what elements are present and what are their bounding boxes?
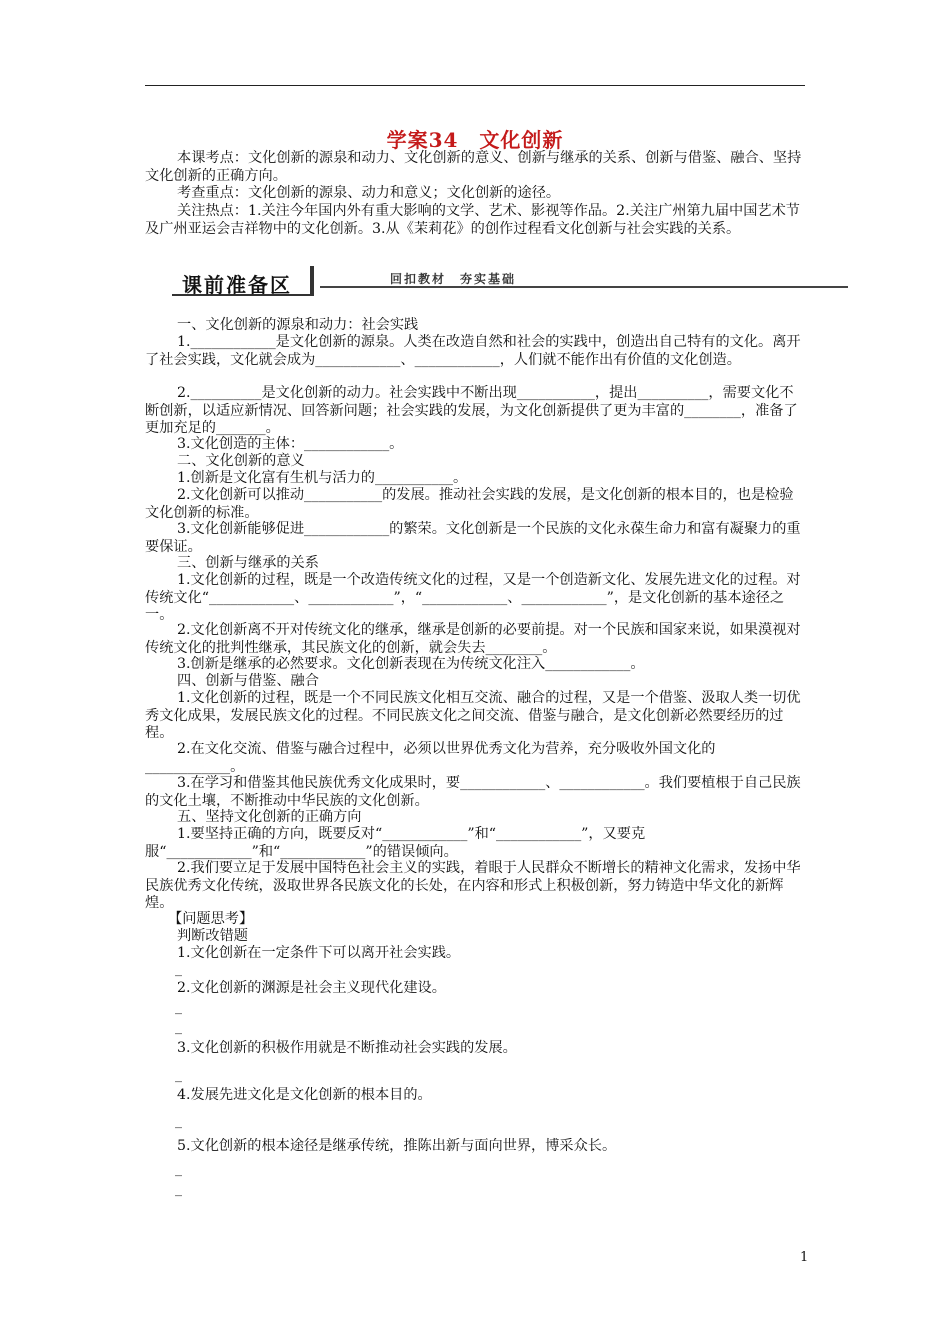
thinking-heading: 【问题思考】 (168, 911, 254, 927)
section-2-item-1: 1.创新是文化富有生机与活力的___________。 (177, 470, 468, 486)
section-2-item-2: 2.文化创新可以推动___________的发展。推动社会实践的发展，是文化创新的根本目的，也是检验文化创新的标准。 (145, 487, 794, 521)
answer-mark: _ (175, 1019, 182, 1035)
section-5-item-2: 2.我们要立足于发展中国特色社会主义的实践，着眼于人民群众不断增长的精神文化需求，发扬中华民族优秀文化传统，汲取世界各民族文化的长处，在内容和形式上积极创新，努力铸造中华文化的新辉煌。 (145, 860, 801, 911)
section-2-heading: 二、文化创新的意义 (177, 453, 305, 469)
section-4-item-1: 1.文化创新的过程，既是一个不同民族文化相互交流、融合的过程，又是一个借鉴、汲取人类一切优秀文化成果，发展民族文化的过程。不同民族文化之间交流、借鉴与融合，是文化创新必然要经历的过程。 (145, 690, 801, 741)
header-rule (145, 85, 805, 86)
section-banner (172, 266, 848, 298)
intro-hot-topics: 关注热点：1.关注今年国内外有重大影响的文学、艺术、影视等作品。2.关注广州第九届中国艺术节及广州亚运会吉祥物中的文化创新。3.从《茉莉花》的创作过程看文化创新与社会实践的关系。 (145, 203, 800, 237)
question-1: 1.文化创新在一定条件下可以离开社会实践。 (177, 945, 461, 961)
intro-key-points: 考查重点：文化创新的源泉、动力和意义；文化创新的途径。 (177, 185, 561, 201)
answer-mark: _ (175, 1181, 182, 1197)
section-2-item-3: 3.文化创新能够促进____________的繁荣。文化创新是一个民族的文化永葆生命力和富有凝聚力的重要保证。 (145, 521, 801, 555)
page-number: 1 (800, 1250, 809, 1265)
answer-mark: _ (175, 1113, 182, 1129)
question-4: 4.发展先进文化是文化创新的根本目的。 (177, 1087, 432, 1103)
section-5-item-1: 1.要坚持正确的方向，既要反对“____________”和“____________”，又要克服“____________”和“____________”的错误倾向。 (145, 826, 646, 860)
intro-exam-points: 本课考点：文化创新的源泉和动力、文化创新的意义、创新与继承的关系、创新与借鉴、融合、坚持文化创新的正确方向。 (145, 150, 802, 184)
section-4-item-3: 3.在学习和借鉴其他民族优秀文化成果时，要____________、____________。我们要植根于自己民族的文化土壤，不断推动中华民族的文化创新。 (145, 775, 801, 809)
section-3-item-3: 3.创新是继承的必然要求。文化创新表现在为传统文化注入____________。 (177, 656, 645, 672)
section-1-item-2: 2.__________是文化创新的动力。社会实践中不断出现___________，提出__________，需要文化不断创新，以适应新情况、回答新问题；社会实践的发展，为文化创新提供了更为丰富的________，准备了更加充足的_______。 (145, 385, 798, 436)
banner-box (172, 266, 314, 296)
answer-mark: _ (175, 1161, 182, 1177)
answer-mark: _ (175, 999, 182, 1015)
page-title: 学案34 文化创新 (386, 128, 564, 152)
section-3-item-1: 1.文化创新的过程，既是一个改造传统文化的过程，又是一个创造新文化、发展先进文化的过程。对传统文化“____________、____________”，“____________、____________”，是文化创新的基本途径之一。 (145, 572, 801, 623)
banner-subtitle: 回扣教材 夯实基础 (390, 272, 517, 286)
question-2: 2.文化创新的渊源是社会主义现代化建设。 (177, 980, 446, 996)
section-5-heading: 五、坚持文化创新的正确方向 (177, 809, 362, 825)
section-4-heading: 四、创新与借鉴、融合 (177, 673, 319, 689)
section-1-heading: 一、文化创新的源泉和动力：社会实践 (177, 317, 419, 333)
thinking-subheading: 判断改错题 (177, 928, 248, 944)
section-3-heading: 三、创新与继承的关系 (177, 555, 319, 571)
section-4-item-2: 2.在文化交流、借鉴与融合过程中，必须以世界优秀文化为营养，充分吸收外国文化的____________。 (145, 741, 716, 775)
section-1-item-1: 1.____________是文化创新的源泉。人类在改造自然和社会的实践中，创造出自己特有的文化。离开了社会实践，文化就会成为____________、____________，人们就不能作出有价值的文化创造。 (145, 334, 801, 368)
answer-mark: _ (175, 961, 182, 977)
question-3: 3.文化创新的积极作用就是不断推动社会实践的发展。 (177, 1040, 517, 1056)
section-1-item-3: 3.文化创造的主体：____________。 (177, 436, 404, 452)
banner-title: 课前准备区 (182, 273, 292, 297)
section-3-item-2: 2.文化创新离不开对传统文化的继承，继承是创新的必要前提。对一个民族和国家来说，如果漠视对传统文化的批判性继承，其民族文化的创新，就会失去________。 (145, 622, 801, 656)
question-5: 5.文化创新的根本途径是继承传统，推陈出新与面向世界，博采众长。 (177, 1138, 617, 1154)
answer-mark: _ (175, 1067, 182, 1083)
